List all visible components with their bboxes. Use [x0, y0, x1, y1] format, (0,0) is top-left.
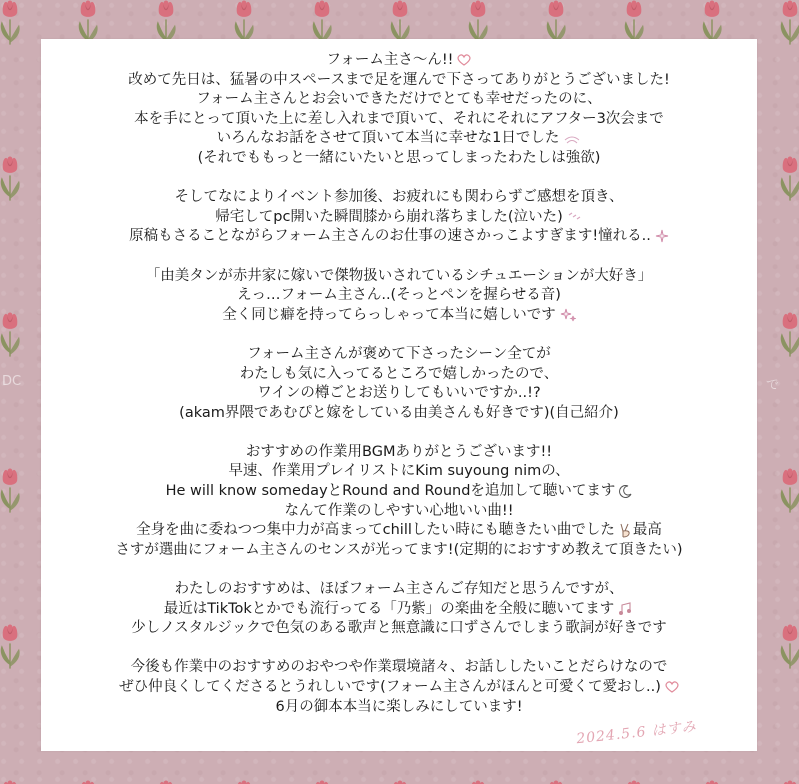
letter-line: わたしも気に入ってるところで嬉しかったので、 — [239, 365, 559, 382]
tulip-motif — [781, 157, 799, 201]
letter-line: いろんなお話をさせて頂いて本当に幸せな1日でした — [41, 129, 757, 149]
letter-line: (akam界隈であむぴと嫁をしている由美さんも好きです)(自己紹介) — [179, 404, 619, 421]
tulip-motif — [1, 469, 20, 513]
letter-line: 帰宅してpc開いた瞬間膝から崩れ落ちました(泣いた) — [41, 208, 757, 228]
peace-sign-icon — [619, 523, 633, 538]
tulip-motif — [781, 0, 799, 44]
paragraph-gap — [41, 325, 757, 345]
music-note-icon — [618, 602, 634, 616]
letter-line: 今後も作業中のおすすめのおやつや作業環境諸々、お話ししたいことだらけなので — [130, 659, 668, 676]
tulip-motif — [469, 0, 488, 44]
tulip-motif — [1, 781, 20, 784]
letter-line: 最近はTikTokとかでも流行ってる「乃紫」の楽曲を全般に聴いてます — [41, 600, 757, 620]
letter-line: ぜひ仲良くしてくださるとうれしいです(フォーム主さんがほんと可愛くて愛おし..) — [41, 678, 757, 698]
letter-line: 全く同じ癖を持ってらっしゃって本当に嬉しいです — [41, 306, 757, 326]
tulip-motif — [1, 313, 20, 357]
tulip-motif — [157, 0, 176, 44]
tulip-motif — [79, 0, 98, 44]
letter-body — [41, 51, 757, 717]
letter-line: 原稿もさることながらフォーム主さんのお仕事の速さかっこよすぎます!憧れる.. — [41, 227, 757, 247]
right-edge-text: で — [766, 378, 780, 393]
tulip-motif — [469, 781, 488, 784]
tulip-motif — [235, 0, 254, 44]
letter-line: 少しノスタルジックで色気のある歌声と無意識に口ずさんでしまう歌詞が好きです — [131, 620, 667, 637]
paragraph-gap — [41, 560, 757, 580]
letter-line: フォーム主さんが褒めて下さったシーン全てが — [247, 345, 551, 362]
letter-line: わたしのおすすめは、ほぼフォーム主さんご存知だと思うんですが、 — [174, 581, 624, 598]
tulip-motif — [1, 0, 20, 44]
heart-icon — [665, 681, 679, 693]
letter-line: 早速、作業用プレイリストにKim suyoung nimの、 — [228, 463, 570, 480]
tulip-motif — [547, 781, 566, 784]
tulip-motif — [391, 0, 410, 44]
letter-line: 「由美タンが赤井家に嫁いで傑物扱いされているシチュエーションが大好き」 — [145, 267, 653, 284]
tulip-motif — [625, 781, 644, 784]
letter-line: えっ…フォーム主さん..(そっとペンを握らせる音) — [237, 287, 561, 304]
letter-line: おすすめの作業用BGMありがとうございます!! — [245, 443, 553, 460]
letter-card — [41, 39, 757, 751]
moon-icon — [619, 485, 632, 498]
tulip-motif — [157, 781, 176, 784]
tulip-motif — [391, 781, 410, 784]
tulip-motif — [79, 781, 98, 784]
left-edge-text: DC — [2, 374, 22, 389]
paragraph-gap — [41, 639, 757, 659]
tulip-motif — [781, 625, 799, 669]
tulip-motif — [625, 0, 644, 44]
tulip-motif — [313, 781, 332, 784]
letter-line: フォーム主さんとお会いできただけでとても幸せだったのに、 — [196, 91, 602, 108]
letter-line: そしてなによりイベント参加後、お疲れにも関わらずご感想を頂き、 — [174, 189, 624, 206]
signature-date: 2024.5.6 はすみ — [575, 718, 698, 748]
tulip-motif — [781, 781, 799, 784]
letter-line: ワインの樽ごとお送りしてもいいですか..!? — [257, 385, 541, 402]
letter-line: フォーム主さ〜ん!! — [41, 51, 757, 71]
paragraph-gap — [41, 169, 757, 189]
paragraph-gap — [41, 247, 757, 267]
tulip-motif — [235, 781, 254, 784]
sparkle-icon — [560, 308, 576, 322]
tulip-motif — [1, 157, 20, 201]
letter-line: (それでももっと一緒にいたいと思ってしまったわたしは強欲) — [197, 149, 601, 166]
letter-line: 全身を曲に委ねつつ集中力が高まってchillしたい時にも聴きたい曲でした 最高 — [136, 522, 662, 539]
sparkle-icon — [655, 229, 669, 243]
tulip-motif — [547, 0, 566, 44]
sparkle-lines-icon — [563, 132, 581, 144]
tulip-motif — [703, 781, 722, 784]
letter-line: 改めて先日は、猛暑の中スペースまで足を運んで下さってありがとうございました! — [128, 71, 670, 88]
tulip-motif — [1, 625, 20, 669]
tulip-motif — [313, 0, 332, 44]
suffix-word: 最高 — [632, 522, 662, 539]
letter-line: 本を手にとって頂いた上に差し入れまで頂いて、それにそれにアフター3次会まで — [134, 110, 664, 127]
tear-sparkle-icon — [567, 211, 583, 223]
letter-line: 6月の御本本当に楽しみにしています! — [275, 698, 523, 715]
letter-line: さすが選曲にフォーム主さんのセンスが光ってます!(定期的におすすめ教えて頂きたい) — [115, 541, 683, 558]
tulip-motif — [781, 313, 799, 357]
letter-line: He will know somedayとRound and Roundを追加して聴いてます — [41, 482, 757, 502]
paragraph-gap — [41, 423, 757, 443]
tulip-motif — [703, 0, 722, 44]
tulip-motif — [781, 469, 799, 513]
heart-icon — [457, 54, 471, 66]
letter-line: なんて作業のしやすい心地いい曲!! — [284, 502, 514, 519]
